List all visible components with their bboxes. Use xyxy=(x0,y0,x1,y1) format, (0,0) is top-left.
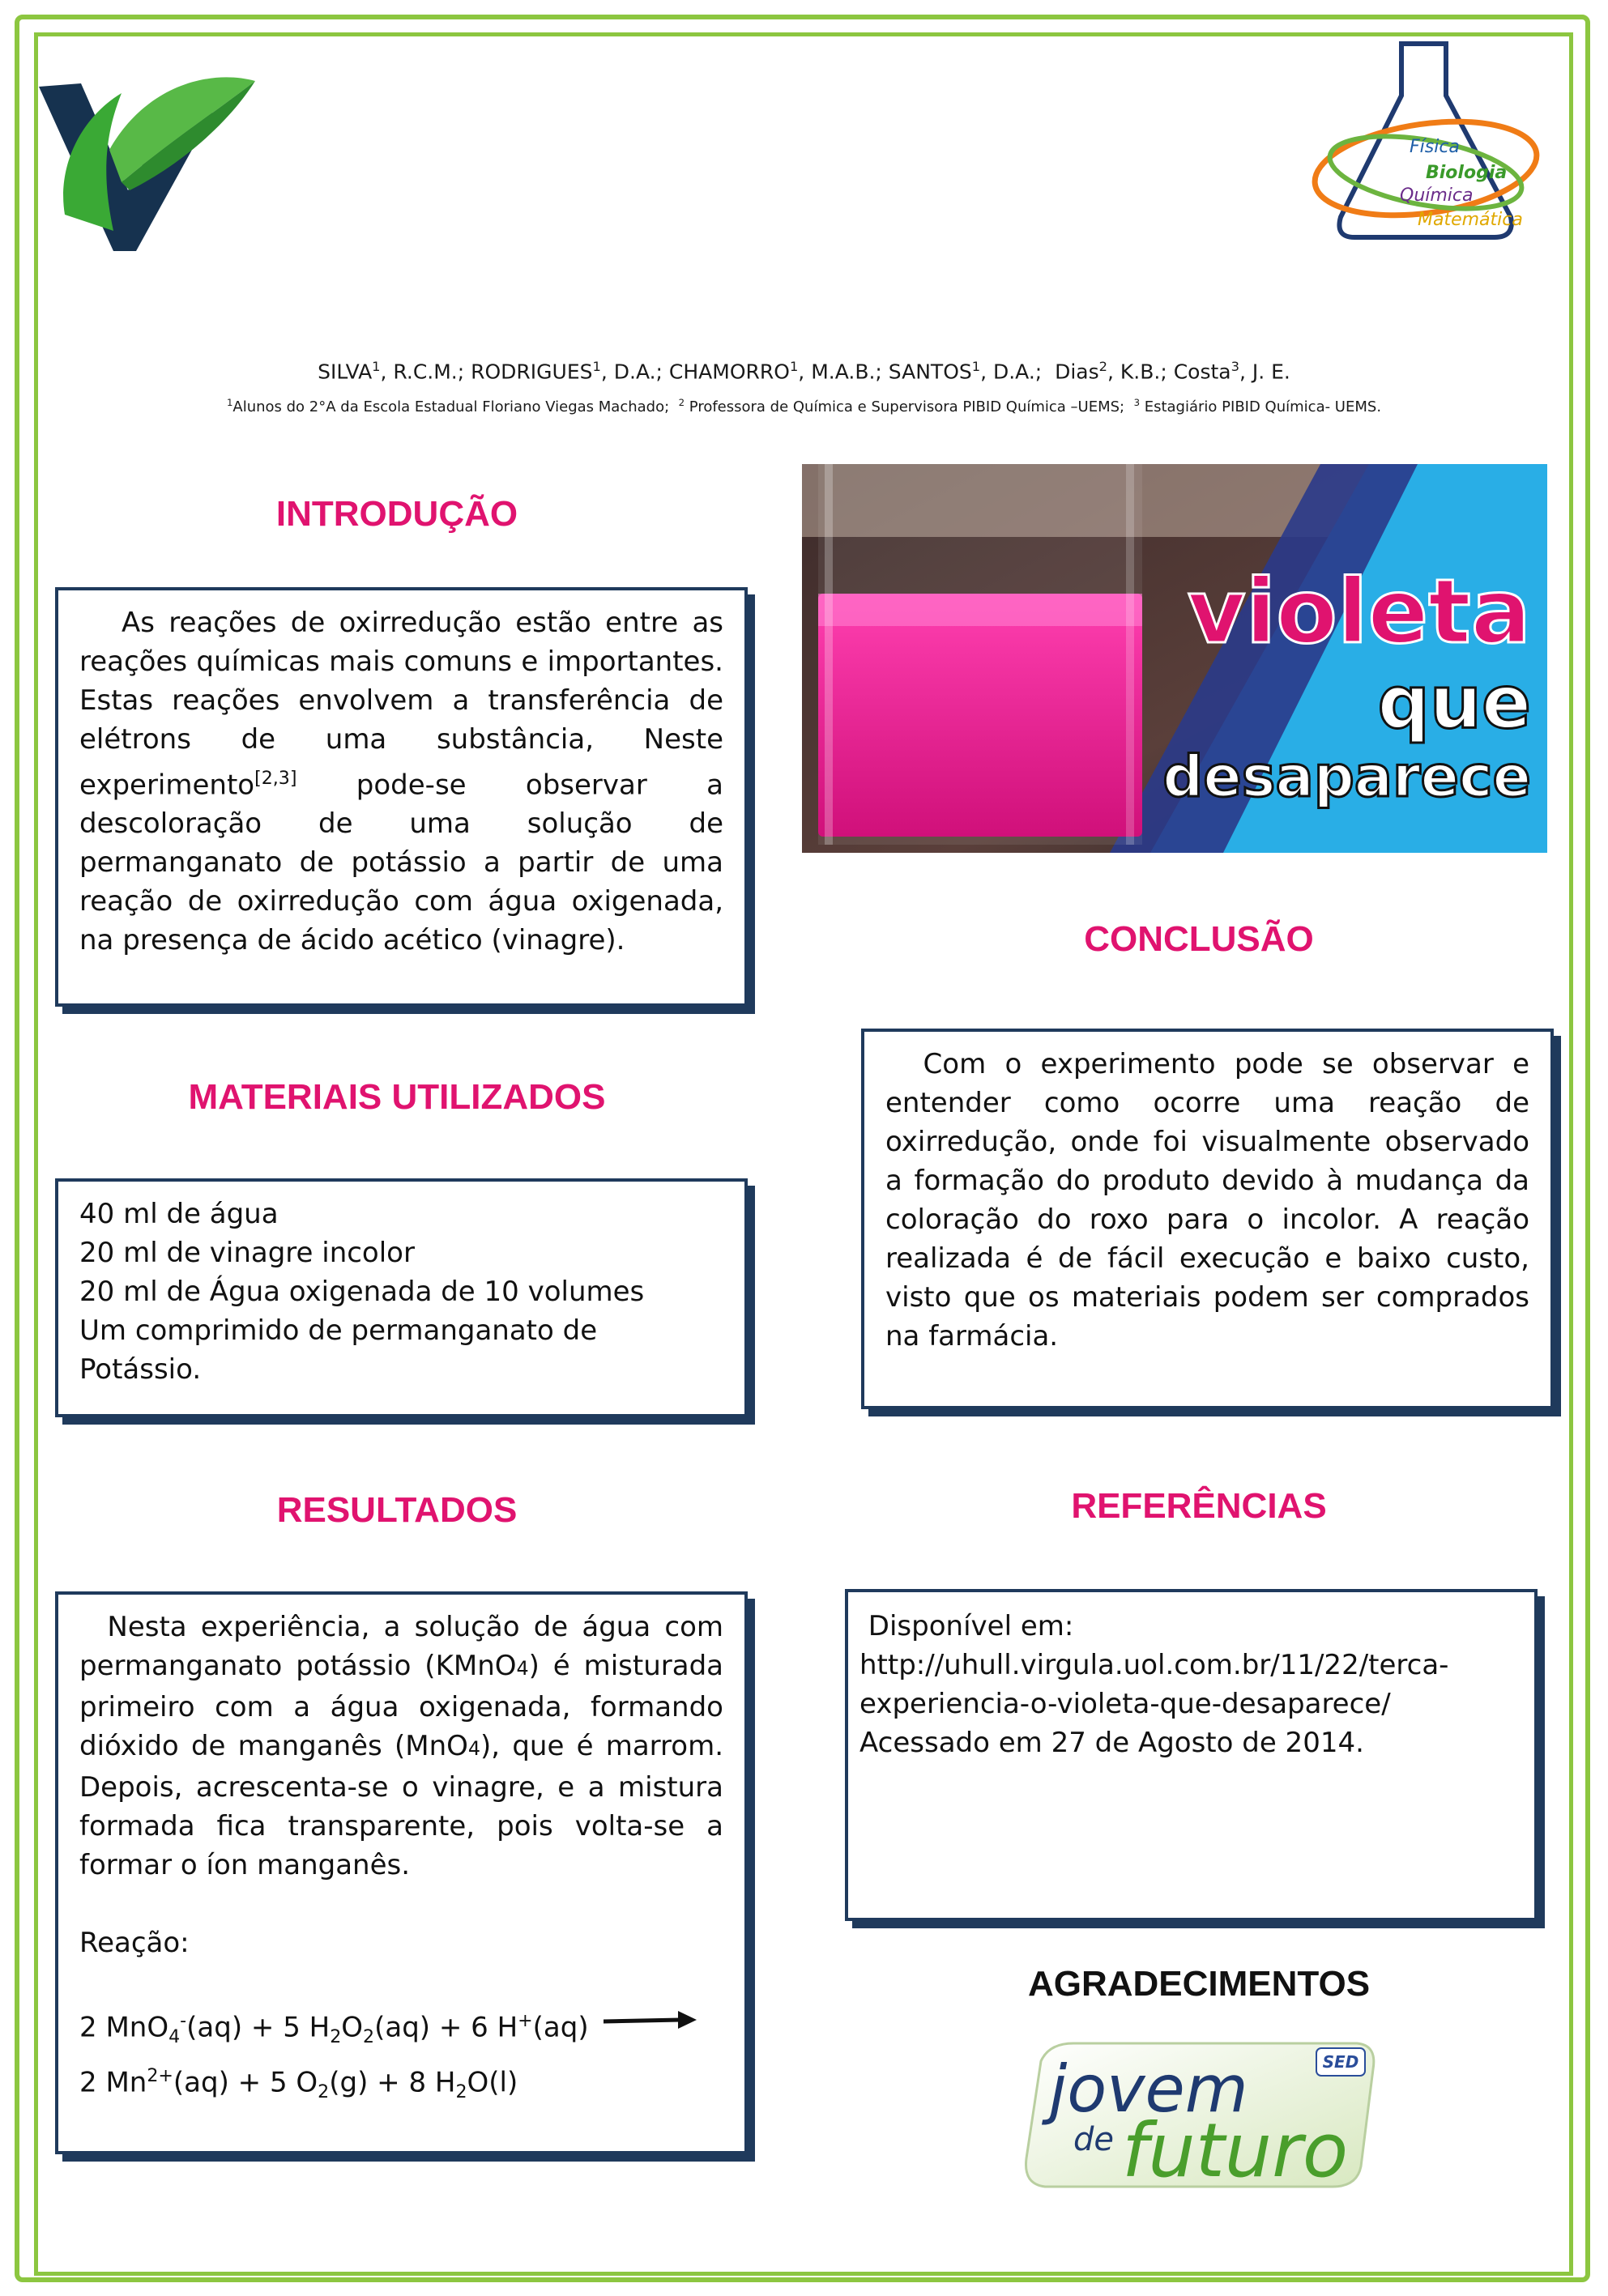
logo-word-futuro: futuro xyxy=(1122,2107,1349,2191)
jovem-de-futuro-logo xyxy=(1017,2037,1381,2191)
materiais-item: 40 ml de água xyxy=(79,1198,279,1230)
agradecimentos-heading: AGRADECIMENTOS xyxy=(1027,1964,1371,2004)
materiais-item: 20 ml de Água oxigenada de 10 volumes xyxy=(79,1276,645,1308)
sed-badge: SED xyxy=(1322,2052,1359,2072)
equation-reactants: 2 MnO$_4$-(aq) + 5 $H_2O_2(aq) + 6$ H+(aq) xyxy=(79,2010,589,2048)
conclusao-text: Com o experimento pode se observar e entender como ocorre uma reação de oxirredução, onde foi visualmente observado a formação do produto devido à mudança da coloração do roxo para o incolor. A reação realizada é de fácil execução e baixo custo, visto que os materiais podem ser comprados na farmácia. xyxy=(885,1048,1529,1352)
school-v-logo xyxy=(32,69,259,255)
subject-fisica: Física xyxy=(1410,137,1460,157)
conclusao-heading: CONCLUSÃO xyxy=(1084,919,1314,959)
subject-quimica: Química xyxy=(1400,185,1474,206)
materiais-box xyxy=(55,1178,748,1417)
reference-url-line[interactable]: experiencia-o-violeta-que-desaparece/ xyxy=(859,1688,1391,1720)
photo-graphic xyxy=(802,464,1547,853)
reference-line: Disponível em: xyxy=(859,1610,1074,1642)
logo-word-jovem: jovem xyxy=(1049,2051,1248,2127)
subject-biologia: Biologia xyxy=(1426,163,1508,183)
reference-url-line[interactable]: http://uhull.virgula.uol.com.br/11/22/terca- xyxy=(859,1649,1449,1681)
materiais-heading: MATERIAIS UTILIZADOS xyxy=(188,1077,606,1117)
photo-title-que: que xyxy=(1377,660,1531,745)
referencias-box xyxy=(845,1589,1538,1921)
resultados-heading: RESULTADOS xyxy=(276,1490,518,1530)
photo-title-desaparece: desaparece xyxy=(1162,743,1531,810)
materiais-item: Um comprimido de permanganato de Potássio. xyxy=(79,1314,598,1386)
reference-access-date: Acessado em 27 de Agosto de 2014. xyxy=(859,1727,1364,1759)
introducao-box xyxy=(55,587,748,1007)
affiliations-line: $^1$Alunos do 2°A da Escola Estadual Floriano Viegas Machado; $^2$ Professora de Química e Supervisora PIBID Química –UEMS; $^3$ Estagiário PIBID Química- UEMS. xyxy=(226,397,1382,415)
reaction-arrow-icon xyxy=(604,2008,697,2033)
referencias-heading: REFERÊNCIAS xyxy=(1071,1486,1327,1526)
resultados-text: Nesta experiência, a solução de água com permanganato potássio (KMnO4) é misturada primeiro com a água oxigenada, formando dióxido de manganês (MnO4), que é marrom. Depois, acrescenta-se o vinagre, e a mistura formada fica transparente, pois volta-se a formar o íon manganês. xyxy=(79,1611,724,1881)
reaction-label: Reação: xyxy=(79,1927,190,1959)
resultados-box xyxy=(55,1591,748,2154)
experiment-photo xyxy=(802,464,1547,853)
equation-products: 2 $Mn^{2+}(aq) + 5$ $O_2(g) + 8$ $H_2O(l)$ xyxy=(79,2065,518,2103)
pibid-flask-logo xyxy=(1304,39,1547,249)
materiais-item: 20 ml de vinagre incolor xyxy=(79,1237,415,1269)
authors-line: SILVA$^1$, R.C.M.; RODRIGUES$^1$, D.A.; CHAMORRO$^1$, M.A.B.; SANTOS$^1$, D.A.; Dias$^2$, K.B.; Costa$^3$, J. E. xyxy=(318,359,1290,384)
logo-word-de: de xyxy=(1073,2121,1114,2158)
introducao-heading: INTRODUÇÃO xyxy=(275,494,518,534)
introducao-text: As reações de oxirredução estão entre as reações químicas mais comuns e importantes. Estas reações envolvem a transferência de elétrons de uma substância, Neste experimento[2,3] pode-se observar a descoloração de uma solução de permanganato de potássio a partir de uma reação de oxirredução com água oxigenada, na presença de ácido acético (vinagre). xyxy=(79,607,723,957)
conclusao-box xyxy=(861,1029,1554,1409)
photo-title-violeta: violeta xyxy=(1187,560,1531,663)
subject-matematica: Matemática xyxy=(1418,210,1523,230)
